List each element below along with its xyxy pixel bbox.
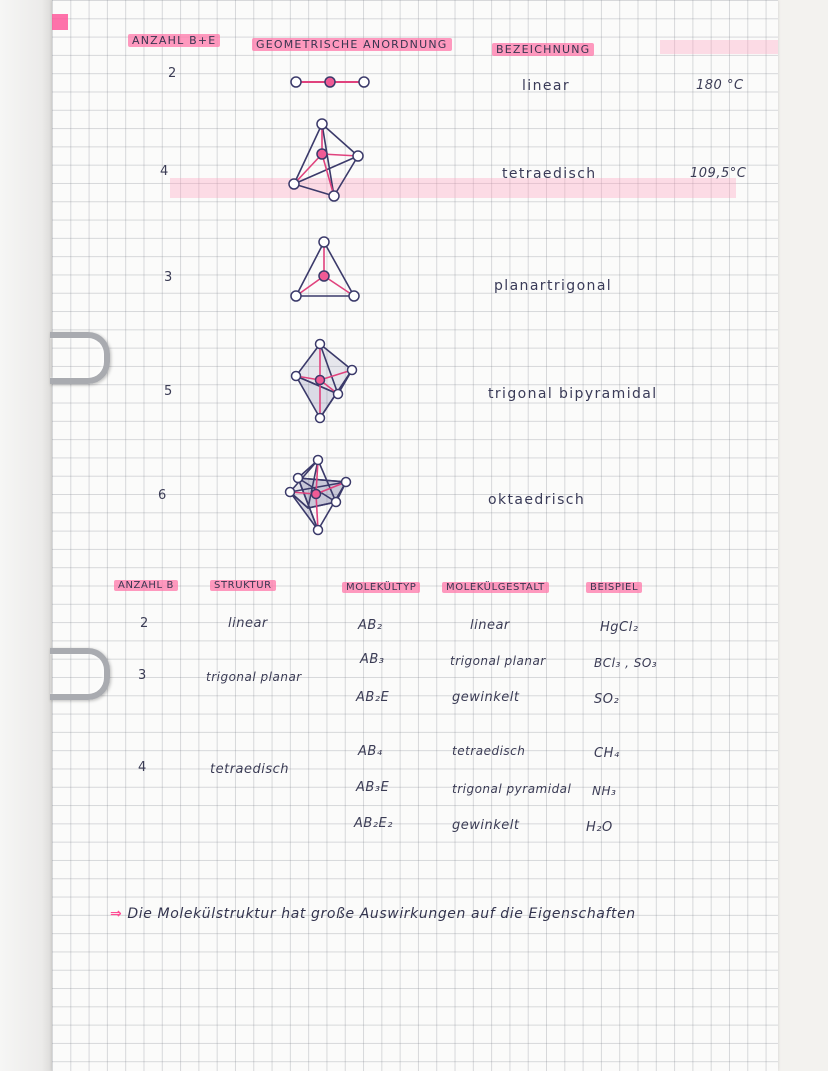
binder-ring-bottom bbox=[50, 648, 110, 700]
molecule-shape: linear bbox=[470, 618, 510, 633]
row-count: 5 bbox=[164, 384, 173, 399]
molecule-shape: trigonal pyramidal bbox=[452, 782, 572, 796]
header-molecule-type: MOLEKÜLTYP bbox=[342, 582, 420, 593]
molecule-shape: tetraedisch bbox=[452, 744, 526, 758]
row-angle: 109,5°C bbox=[690, 166, 747, 181]
trigonal-planar-icon bbox=[288, 234, 364, 306]
row-count: 3 bbox=[164, 270, 173, 285]
corner-marker bbox=[52, 14, 68, 30]
row-designation: trigonal bipyramidal bbox=[488, 386, 658, 402]
binder-ring-top bbox=[50, 332, 110, 384]
row-designation: tetraedisch bbox=[502, 166, 597, 182]
group-structure: tetraedisch bbox=[210, 762, 290, 777]
molecule-shape: gewinkelt bbox=[452, 818, 520, 833]
group-count: 2 bbox=[140, 616, 149, 631]
molecule-type: AB₂E bbox=[356, 690, 390, 705]
row-highlight bbox=[170, 178, 736, 198]
molecule-example: H₂O bbox=[586, 820, 613, 835]
row-designation: planartrigonal bbox=[494, 278, 613, 294]
header-count: ANZAHL B+E bbox=[128, 34, 220, 47]
header-designation: BEZEICHNUNG bbox=[492, 43, 594, 56]
molecule-example: NH₃ bbox=[592, 784, 617, 798]
group-structure: linear bbox=[228, 616, 268, 631]
molecule-type: AB₄ bbox=[358, 744, 383, 759]
octahedral-icon bbox=[284, 454, 352, 536]
tetrahedral-icon bbox=[284, 118, 370, 208]
header-structure: STRUKTUR bbox=[210, 580, 276, 591]
header-example: BEISPIEL bbox=[586, 582, 642, 593]
arrow-right-icon: ⇒ bbox=[110, 906, 123, 922]
molecule-example: CH₄ bbox=[594, 746, 620, 761]
conclusion-text: Die Molekülstruktur hat große Auswirkungen auf die Eigenschaften bbox=[127, 906, 636, 922]
binder-margin bbox=[0, 0, 52, 1071]
header-highlight-band bbox=[660, 40, 778, 54]
molecule-shape: gewinkelt bbox=[452, 690, 520, 705]
group-structure: trigonal planar bbox=[206, 670, 302, 684]
molecule-type: AB₂E₂ bbox=[354, 816, 393, 831]
molecule-example: BCl₃ , SO₃ bbox=[594, 656, 658, 670]
row-count: 2 bbox=[168, 66, 177, 81]
row-count: 4 bbox=[160, 164, 169, 179]
molecule-shape: trigonal planar bbox=[450, 654, 546, 668]
molecule-example: HgCl₂ bbox=[600, 620, 639, 635]
header-molecule-shape: MOLEKÜLGESTALT bbox=[442, 582, 549, 593]
group-count: 4 bbox=[138, 760, 147, 775]
row-angle: 180 °C bbox=[696, 78, 744, 93]
header-count-b: ANZAHL B bbox=[114, 580, 178, 591]
row-designation: oktaedrisch bbox=[488, 492, 586, 508]
molecule-type: AB₃E bbox=[356, 780, 390, 795]
row-designation: linear bbox=[522, 78, 571, 94]
row-count: 6 bbox=[158, 488, 167, 503]
molecule-type: AB₂ bbox=[358, 618, 383, 633]
molecule-type: AB₃ bbox=[360, 652, 385, 667]
conclusion-line bbox=[110, 906, 636, 922]
molecule-example: SO₂ bbox=[594, 692, 620, 707]
group-count: 3 bbox=[138, 668, 147, 683]
trigonal-bipyramidal-icon bbox=[290, 338, 360, 426]
header-arrangement: GEOMETRISCHE ANORDNUNG bbox=[252, 38, 452, 51]
linear-icon bbox=[288, 72, 372, 92]
